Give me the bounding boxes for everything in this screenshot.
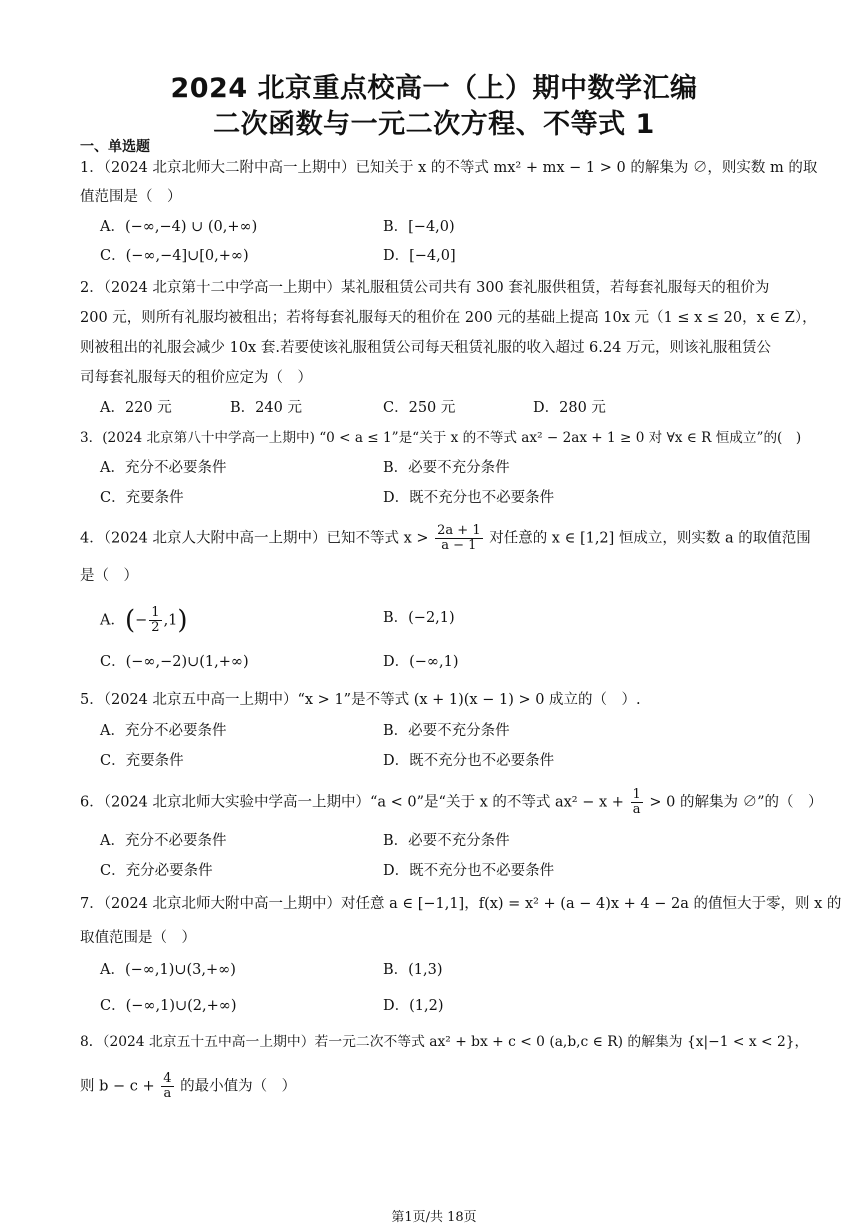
q3-option-a: A．充分不必要条件: [100, 460, 227, 476]
q4-fraction-denominator: a − 1: [441, 538, 477, 553]
q2-stem-line-4: 司每套礼服每天的租价应定为（ ）: [80, 370, 312, 386]
doc-title-line-1: 2024 北京重点校高一（上）期中数学汇编: [170, 73, 698, 104]
q6-stem-text-b: > 0 的解集为 ∅”的（ ）: [649, 794, 823, 811]
q8-stem-line-2: [80, 1072, 296, 1101]
q5-option-b: B．必要不充分条件: [383, 723, 510, 739]
q4-option-a-paren-close: ): [177, 605, 188, 636]
q6-fraction-denominator: a: [632, 802, 641, 817]
q3-option-c: C．充要条件: [100, 490, 184, 506]
q2-stem-line-2: 200 元，则所有礼服均被租出；若将每套礼服每天的租价在 200 元的基础上提高 10x 元（1 ≤ x ≤ 20，x ∈ Z），: [80, 310, 817, 326]
q7-option-d: D．(1,2): [383, 998, 444, 1014]
q4-stem-line-2: 是（ ）: [80, 568, 138, 584]
q6-stem-line-1: [80, 788, 823, 817]
q8-fraction-numerator: 4: [163, 1071, 172, 1086]
q4-option-b: B．(−2,1): [383, 610, 455, 626]
q4-option-a-denominator: 2: [151, 620, 160, 635]
q8-fraction: [161, 1072, 173, 1101]
q1-option-a: A．(−∞,−4) ∪ (0,+∞): [100, 219, 258, 235]
q7-stem-line-2: 取值范围是（ ）: [80, 930, 196, 946]
q4-fraction-numerator: 2a + 1: [437, 523, 481, 538]
q6-option-d: D．既不充分也不必要条件: [383, 863, 555, 879]
q5-option-c: C．充要条件: [100, 753, 184, 769]
q2-stem-line-1: 2．（2024 北京第十二中学高一上期中）某礼服租赁公司共有 300 套礼服供租赁，若每套礼服每天的租价为: [80, 280, 770, 296]
q4-option-d: D．(−∞,1): [383, 654, 459, 670]
q6-stem-text-a: 6．（2024 北京北师大实验中学高一上期中）“a < 0”是“关于 x 的不等式 ax² − x +: [80, 794, 624, 811]
q2-option-d: D．280 元: [533, 400, 606, 416]
q5-option-a: A．充分不必要条件: [100, 723, 227, 739]
q6-fraction: [631, 788, 643, 817]
q4-stem-text-b: 对任意的 x ∈ [1,2] 恒成立，则实数 a 的取值范围: [489, 530, 811, 547]
page-footer: 第1页/共 18页: [391, 1210, 477, 1225]
q1-option-b: B．[−4,0): [383, 219, 455, 235]
q6-fraction-numerator: 1: [632, 787, 641, 802]
q4-fraction: [435, 524, 482, 553]
q8-stem-line-1: 8．（2024 北京五十五中高一上期中）若一元二次不等式 ax² + bx + c < 0 (a,b,c ∈ R) 的解集为 {x|−1 < x < 2}，: [80, 1034, 809, 1050]
q2-option-b: B．240 元: [230, 400, 302, 416]
q7-option-b: B．(1,3): [383, 962, 443, 978]
q4-option-c: C．(−∞,−2)∪(1,+∞): [100, 654, 249, 670]
q5-stem-line-1: 5．（2024 北京五中高一上期中）“x > 1”是不等式 (x + 1)(x − 1) > 0 成立的（ ）.: [80, 692, 641, 708]
q1-option-c: C．(−∞,−4]∪[0,+∞): [100, 248, 249, 264]
q3-option-d: D．既不充分也不必要条件: [383, 490, 555, 506]
q7-option-c: C．(−∞,1)∪(2,+∞): [100, 998, 237, 1014]
section-heading: 一、单选题: [80, 139, 150, 155]
q1-stem-line-1: 1．（2024 北京北师大二附中高一上期中）已知关于 x 的不等式 mx² + mx − 1 > 0 的解集为 ∅，则实数 m 的取: [80, 160, 818, 176]
q5-option-d: D．既不充分也不必要条件: [383, 753, 555, 769]
q8-stem-text-a: 则 b − c +: [80, 1078, 155, 1095]
q8-stem-text-b: 的最小值为（ ）: [180, 1078, 297, 1095]
q7-option-a: A．(−∞,1)∪(3,+∞): [100, 962, 236, 978]
q1-stem-line-2: 值范围是（ ）: [80, 189, 182, 205]
q4-option-a-paren-open: (: [124, 605, 136, 636]
q6-option-a: A．充分不必要条件: [100, 833, 227, 849]
q4-option-a-label: A．: [100, 612, 125, 629]
q8-fraction-denominator: a: [163, 1086, 172, 1101]
q6-option-b: B．必要不充分条件: [383, 833, 510, 849]
q3-stem-line-1: 3．(2024 北京第八十中学高一上期中) “0 < a ≤ 1”是“关于 x 的不等式 ax² − 2ax + 1 ≥ 0 对 ∀x ∈ R 恒成立”的( ): [80, 430, 802, 446]
q2-option-a: A．220 元: [100, 400, 172, 416]
q1-option-d: D．[−4,0]: [383, 248, 456, 264]
q4-option-a-tail: ,1: [163, 612, 178, 629]
q4-option-a-fraction: [149, 606, 161, 635]
q4-stem-text-a: 4．（2024 北京人大附中高一上期中）已知不等式 x >: [80, 530, 429, 547]
q7-stem-line-1: 7．（2024 北京北师大附中高一上期中）对任意 a ∈ [−1,1]，f(x) = x² + (a − 4)x + 4 − 2a 的值恒大于零，则 x 的: [80, 896, 842, 912]
q6-option-c: C．充分必要条件: [100, 863, 213, 879]
q2-option-c: C．250 元: [383, 400, 456, 416]
q4-option-a: A．(− $\frac{1}{2}$ ,1): [100, 605, 188, 636]
q2-stem-line-3: 则被租出的礼服会减少 10x 套.若要使该礼服租赁公司每天租赁礼服的收入超过 6.24 万元，则该礼服租赁公: [80, 340, 771, 356]
q4-option-a-numerator: 1: [151, 605, 160, 620]
doc-title-line-2: 二次函数与一元二次方程、不等式 1: [213, 109, 655, 140]
q3-option-b: B．必要不充分条件: [383, 460, 510, 476]
q4-stem-line-1: [80, 524, 811, 553]
